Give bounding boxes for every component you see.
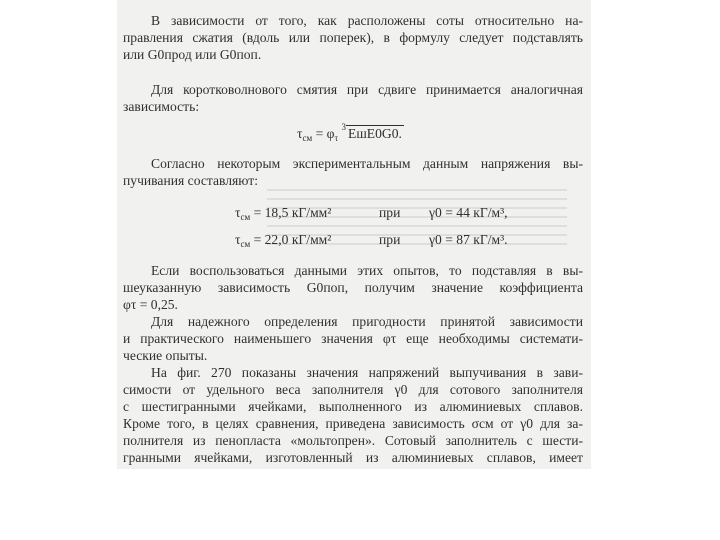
- text-line: Для надежного определения пригодности принятой зависимости: [151, 314, 583, 329]
- formula-gamma: γ0 = 87 кГ/м³.: [429, 232, 508, 247]
- text-line: и практического наименьшего значения φτ еще необходимы системати-: [123, 331, 583, 346]
- formula-shear-stress: $\tau_{см} = \varphi_\tau$ $^3$ EшE0G0.: [297, 122, 402, 143]
- text-line: зависимость:: [123, 99, 200, 114]
- text-line: симости от удельного веса заполнителя γ0 для сотового заполнителя: [123, 382, 583, 397]
- text-line: В зависимости от того, как расположены соты относительно на-: [151, 13, 583, 28]
- text-line: правления сжатия (вдоль или поперек), в формулу следует подставлять: [123, 30, 583, 45]
- text-line: гранными ячейками, изготовленный из алюминиевых сплавов, имеет: [123, 450, 583, 465]
- text-line: φτ = 0,25.: [123, 297, 178, 312]
- text-line: с шестигранными ячейками, выполненного из алюминиевых сплавов.: [123, 399, 583, 414]
- formula-row: $\tau_{см} = 18,5$ кГ/мм²: [235, 205, 332, 222]
- text-line: На фиг. 270 показаны значения напряжений выпучивания в зави-: [151, 365, 583, 380]
- formula-row: $\tau_{см} = 22,0$ кГ/мм²: [235, 232, 332, 249]
- text-line: ческие опыты.: [123, 348, 208, 363]
- text-line: Для коротковолнового смятия при сдвиге принимается аналогичная: [151, 82, 583, 97]
- formula-condition: при: [379, 232, 401, 247]
- text-line: шеуказанную зависимость G0поп, получим значение коэффициента: [123, 280, 583, 295]
- text-line: Согласно некоторым экспериментальным данным напряжения вы-: [151, 156, 583, 171]
- text-line: Кроме того, в целях сравнения, приведена зависимость σсм от γ0 для за-: [123, 416, 583, 431]
- text-line: полнителя из пенопласта «мольтопрен». Сотовый заполнитель с шести-: [123, 433, 583, 448]
- formula-gamma: γ0 = 44 кГ/м³,: [429, 205, 508, 220]
- text-line: пучивания составляют:: [123, 173, 258, 188]
- text-line: или G0прод или G0поп.: [123, 47, 262, 62]
- scanned-page: [117, 0, 591, 469]
- text-line: Если воспользоваться данными этих опытов, то подставляя в вы-: [151, 263, 583, 278]
- formula-condition: при: [379, 205, 401, 220]
